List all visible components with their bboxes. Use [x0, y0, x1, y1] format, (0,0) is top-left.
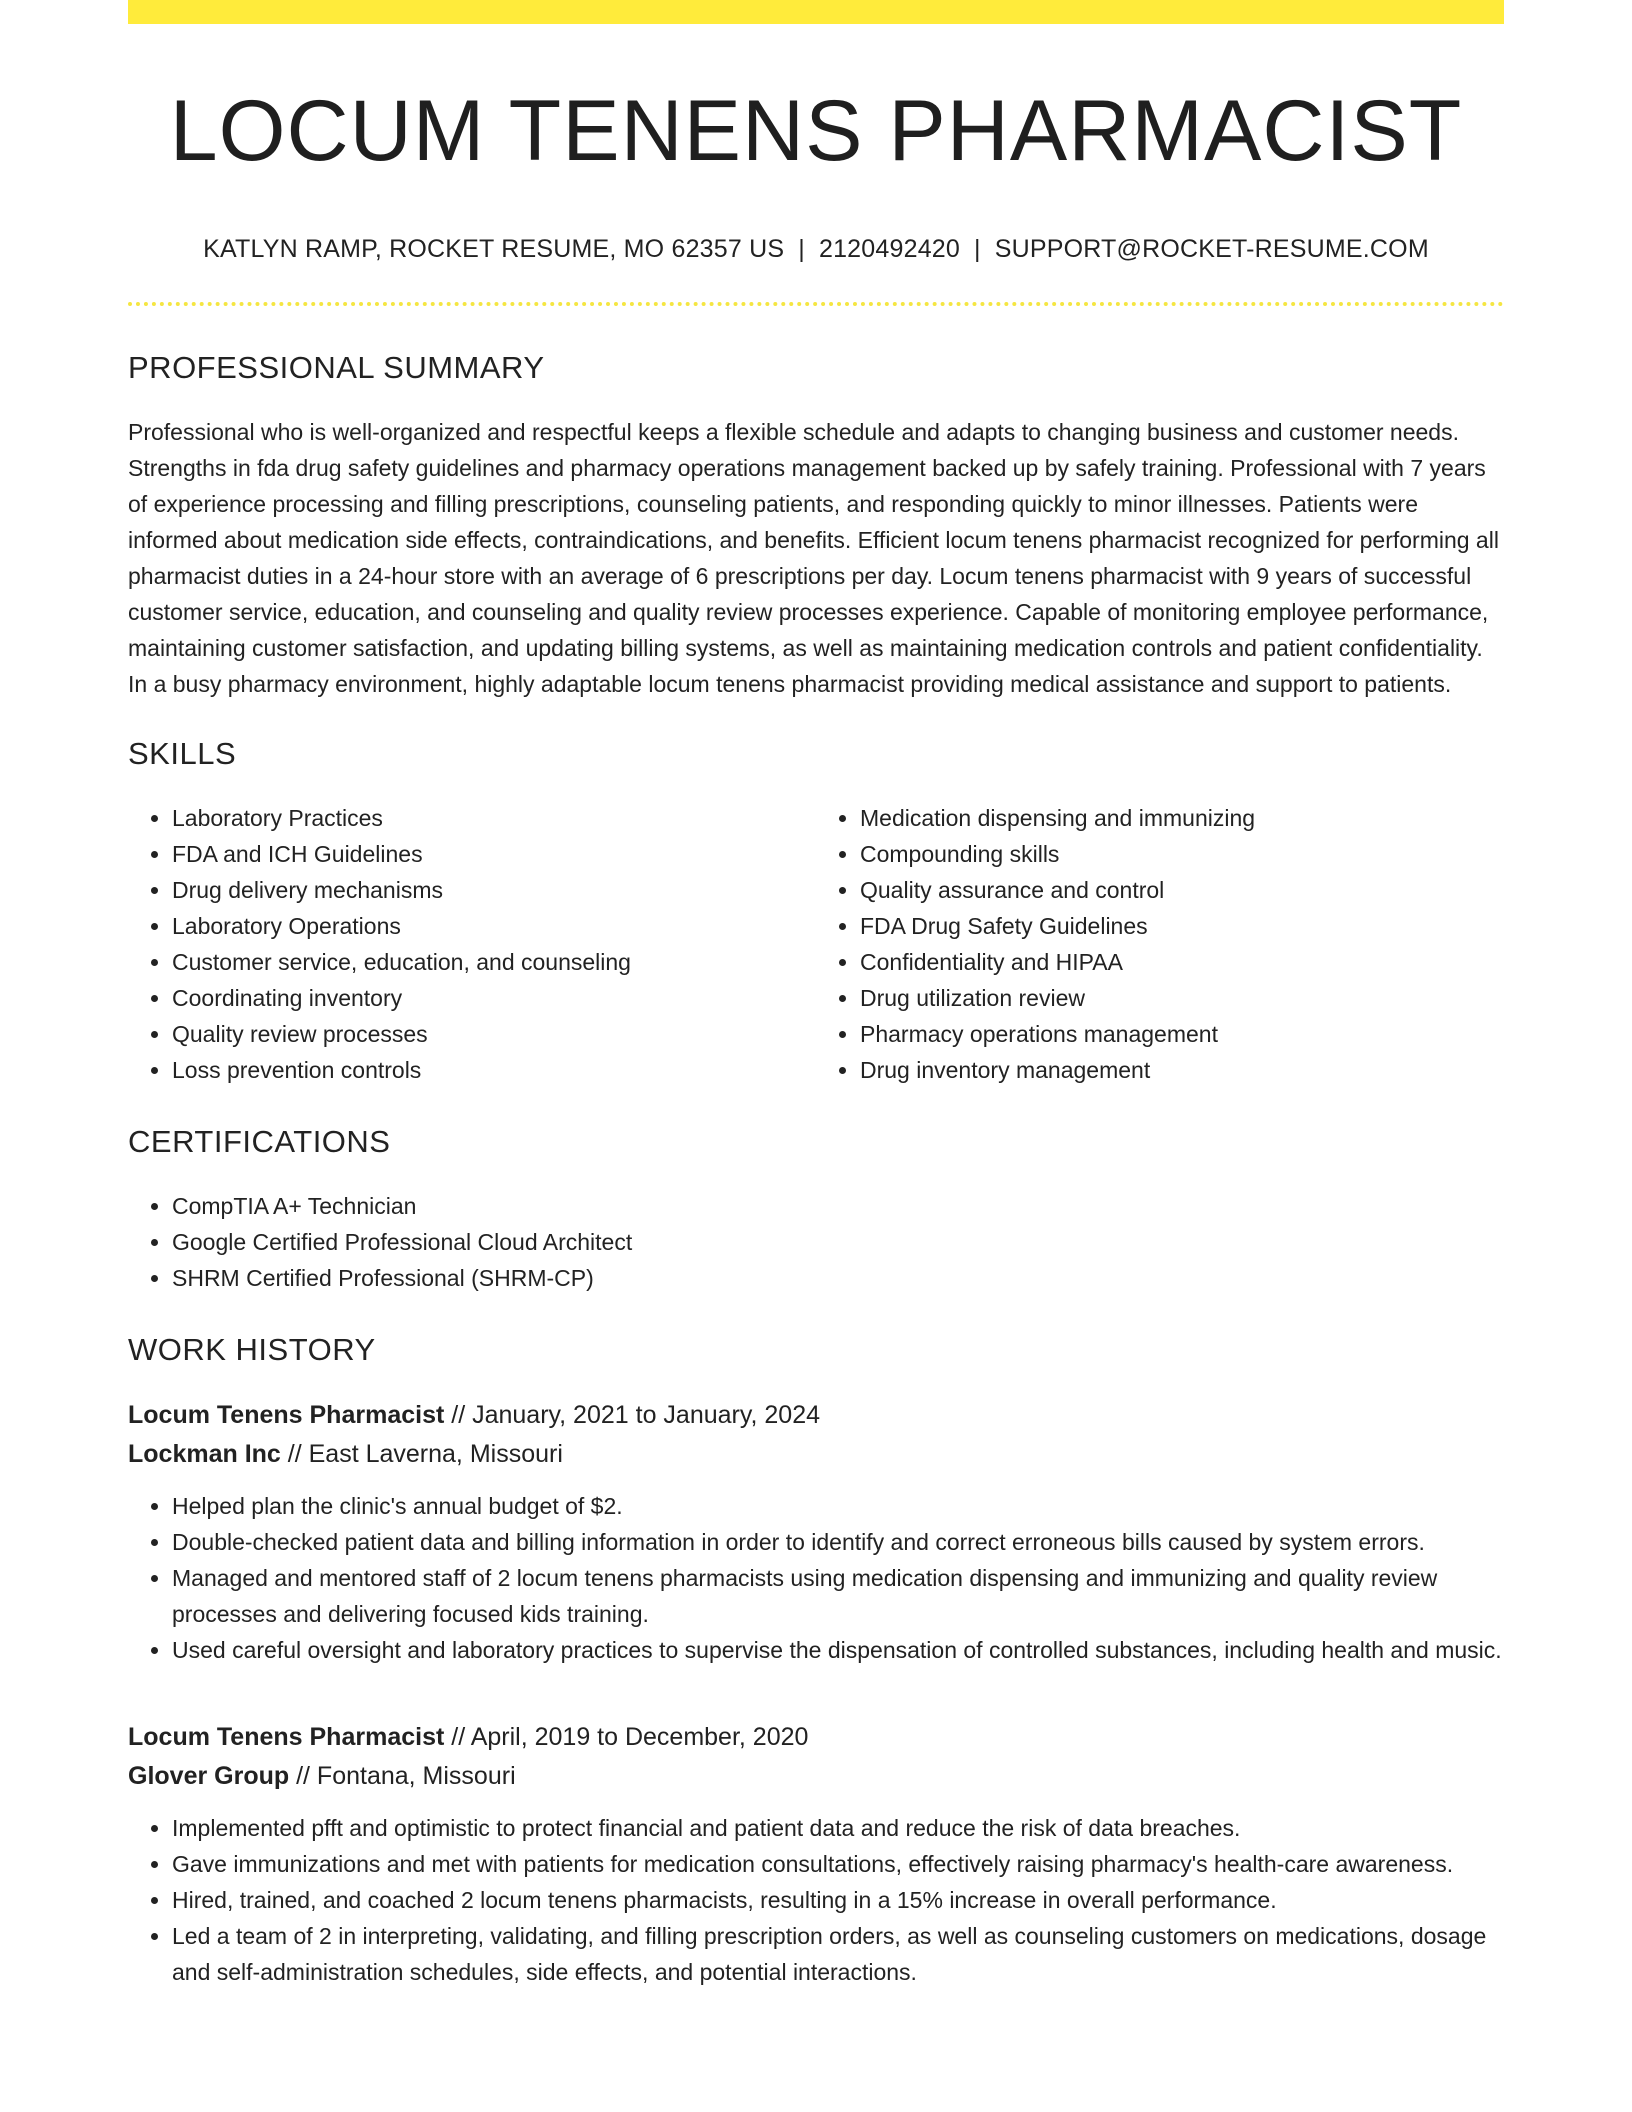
skill-item: • Quality assurance and control [860, 872, 1504, 908]
contact-separator: | [974, 234, 981, 263]
contact-separator: | [798, 234, 805, 263]
skill-item: • Loss prevention controls [172, 1052, 816, 1088]
contact-line [128, 235, 1504, 264]
skill-item: • FDA Drug Safety Guidelines [860, 908, 1504, 944]
skill-item: • Drug inventory management [860, 1052, 1504, 1088]
job-company-line [128, 1435, 1504, 1474]
job-bullet: • Hired, trained, and coached 2 locum tenens pharmacists, resulting in a 15% increase in overall performance. [172, 1882, 1504, 1918]
job-dates: // January, 2021 to January, 2024 [444, 1400, 821, 1429]
contact-phone: 2120492420 [818, 234, 961, 263]
skills-list-right [816, 800, 1504, 1088]
certifications-list [128, 1188, 1504, 1296]
job-bullet: • Managed and mentored staff of 2 locum tenens pharmacists using medication dispensing and immunizing and quality review processes and delivering focused kids training. [172, 1560, 1504, 1632]
skills-heading: SKILLS [128, 735, 237, 771]
skill-item: • Medication dispensing and immunizing [860, 800, 1504, 836]
job-title-line [128, 1396, 1504, 1435]
skill-item: • Confidentiality and HIPAA [860, 944, 1504, 980]
skill-item: • Compounding skills [860, 836, 1504, 872]
job-bullets [128, 1810, 1504, 1990]
job-bullets [128, 1488, 1504, 1668]
summary-text: Professional who is well-organized and respectful keeps a flexible schedule and adapts to changing business and customer needs. Strengths in fda drug safety guidelines and pharmacy operations management backed up by safely training. Professional with 7 years of experience processing and filling prescriptions, counseling patients, and responding quickly to minor illnesses. Patients were informed about medication side effects, contraindications, and benefits. Efficient locum tenens pharmacist recognized for performing all pharmacist duties in a 24-hour store with an average of 6 prescriptions per day. Locum tenens pharmacist with 9 years of successful customer service, education, and counseling and quality review processes experience. Capable of monitoring employee performance, maintaining customer satisfaction, and updating billing systems, as well as maintaining medication controls and patient confidentiality. In a busy pharmacy environment, highly adaptable locum tenens pharmacist providing medical assistance and support to patients. [128, 418, 1499, 697]
skill-item: • Coordinating inventory [172, 980, 816, 1016]
job-company: Glover Group [128, 1761, 290, 1790]
skill-item: • Customer service, education, and counseling [172, 944, 816, 980]
skill-item: • FDA and ICH Guidelines [172, 836, 816, 872]
work-history-heading: WORK HISTORY [128, 1331, 376, 1367]
certification-item: • CompTIA A+ Technician [172, 1188, 1504, 1224]
skill-item: • Pharmacy operations management [860, 1016, 1504, 1052]
job-location: // East Laverna, Missouri [280, 1439, 563, 1468]
job-company-line [128, 1757, 1504, 1796]
certification-item: • Google Certified Professional Cloud Architect [172, 1224, 1504, 1260]
page-title: LOCUM TENENS PHARMACIST [169, 83, 1463, 179]
job-entry [128, 1718, 1504, 1990]
job-title: Locum Tenens Pharmacist [128, 1722, 445, 1751]
skill-item: • Drug delivery mechanisms [172, 872, 816, 908]
top-accent-bar [128, 0, 1504, 24]
skills-columns [128, 800, 1504, 1088]
summary-heading: PROFESSIONAL SUMMARY [128, 349, 545, 385]
contact-address: KATLYN RAMP, ROCKET RESUME, MO 62357 US [203, 234, 785, 263]
job-bullet: • Used careful oversight and laboratory practices to supervise the dispensation of controlled substances, including health and music. [172, 1632, 1504, 1668]
job-entry [128, 1396, 1504, 1668]
certification-item: • SHRM Certified Professional (SHRM-CP) [172, 1260, 1504, 1296]
skill-item: • Laboratory Operations [172, 908, 816, 944]
job-location: // Fontana, Missouri [289, 1761, 516, 1790]
contact-email: SUPPORT@ROCKET-RESUME.COM [994, 234, 1429, 263]
job-bullet: • Gave immunizations and met with patients for medication consultations, effectively raising pharmacy's health-care awareness. [172, 1846, 1504, 1882]
certifications-heading: CERTIFICATIONS [128, 1123, 391, 1159]
job-bullet: • Implemented pfft and optimistic to protect financial and patient data and reduce the risk of data breaches. [172, 1810, 1504, 1846]
skills-list-left [128, 800, 816, 1088]
dotted-divider [128, 302, 1504, 306]
job-dates: // April, 2019 to December, 2020 [444, 1722, 809, 1751]
job-company: Lockman Inc [128, 1439, 281, 1468]
job-bullet: • Helped plan the clinic's annual budget of $2. [172, 1488, 1504, 1524]
skill-item: • Drug utilization review [860, 980, 1504, 1016]
job-bullet: • Led a team of 2 in interpreting, validating, and filling prescription orders, as well as counseling customers on medications, dosage and self-administration schedules, side effects, and potential interactions. [172, 1918, 1504, 1990]
skill-item: • Quality review processes [172, 1016, 816, 1052]
job-title: Locum Tenens Pharmacist [128, 1400, 445, 1429]
skill-item: • Laboratory Practices [172, 800, 816, 836]
resume-page [128, 0, 1504, 1990]
job-title-line [128, 1718, 1504, 1757]
job-bullet: • Double-checked patient data and billing information in order to identify and correct erroneous bills caused by system errors. [172, 1524, 1504, 1560]
